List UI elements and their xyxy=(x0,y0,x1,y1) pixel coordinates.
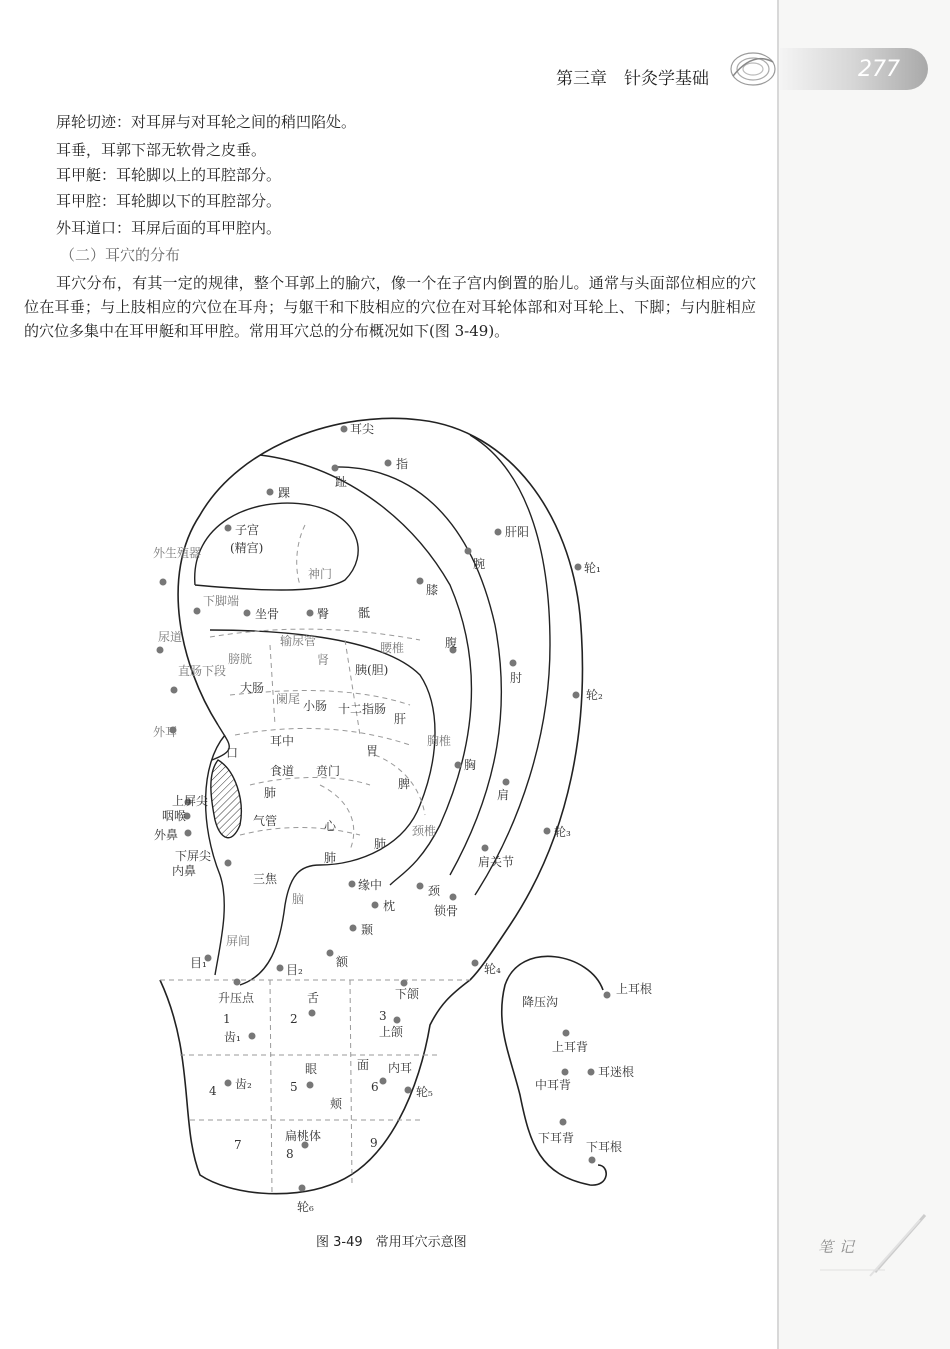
acupoint-dot xyxy=(171,687,178,694)
acupoint-label: 肺 xyxy=(324,851,337,865)
acupoint-label: 输尿管 xyxy=(280,634,317,648)
acupoint-dot xyxy=(589,1157,596,1164)
acupoint-label: 胸椎 xyxy=(427,734,452,748)
acupoint-dot xyxy=(394,1017,401,1024)
acupoint-label: 轮₃ xyxy=(554,825,571,839)
acupoint-dot xyxy=(160,579,167,586)
body-paragraph: 耳穴分布，有其一定的规律，整个耳郭上的腧穴，像一个在子宫内倒置的胎儿。通常与头面部位相应的穴位在耳垂；与上肢相应的穴位在耳舟；与躯干和下肢相应的穴位在对耳轮体部和对耳轮上、下脚；与内脏相应的穴位多集中在耳甲艇和耳甲腔。常用耳穴总的分布概况如下(图 3-49)。 xyxy=(24,274,756,340)
acupoint-label: 大肠 xyxy=(240,681,265,695)
triangular-fossa xyxy=(195,503,358,590)
acupoint-dot xyxy=(417,883,424,890)
acupoint-label: 屏间 xyxy=(226,934,251,948)
acupoint-label: 降压沟 xyxy=(522,995,559,1009)
acupoint-dot xyxy=(482,845,489,852)
acupoint-label: 上颌 xyxy=(379,1025,404,1039)
acupoint-label: 扁桃体 xyxy=(285,1129,322,1143)
acupoint-label: 颞 xyxy=(361,923,374,937)
acupoint-dot xyxy=(299,1185,306,1192)
acupoint-label: 上屏尖 xyxy=(172,794,209,808)
acupoint-label: 趾 xyxy=(335,475,348,489)
acupoint-label: 面 xyxy=(357,1058,370,1072)
acupoint-label: 外生殖器 xyxy=(153,546,202,560)
helix-outline xyxy=(178,418,582,980)
ear-acupoint-figure xyxy=(120,405,680,1235)
acupoint-dot xyxy=(225,525,232,532)
acupoint-dot xyxy=(234,979,241,986)
acupoint-label: 胃 xyxy=(366,744,379,758)
acupoint-label: 上耳背 xyxy=(552,1040,589,1054)
acupoint-label: 下屏尖 xyxy=(175,849,212,863)
acupoint-label: 脾 xyxy=(398,777,411,791)
acupoint-dot xyxy=(267,489,274,496)
acupoint-dot xyxy=(604,992,611,999)
acupoint-dot xyxy=(472,960,479,967)
acupoint-label: 胰(胆) xyxy=(355,663,389,677)
ear-diagram xyxy=(120,405,680,1235)
acupoint-label: 8 xyxy=(286,1147,294,1161)
acupoint-dot xyxy=(350,925,357,932)
acupoint-dot xyxy=(385,460,392,467)
acupoint-dot xyxy=(332,465,339,472)
acupoint-label: 肾 xyxy=(317,653,330,667)
acupoint-label: 舌 xyxy=(307,991,320,1005)
acupoint-dot xyxy=(401,980,408,987)
acupoint-label: 额 xyxy=(336,955,349,969)
acupoint-dot xyxy=(573,692,580,699)
definition-line: 耳甲艇：耳轮脚以上的耳腔部分。 xyxy=(56,166,282,184)
acupoint-label: 上耳根 xyxy=(616,982,653,996)
inner-helix xyxy=(470,435,550,895)
acupoint-dot xyxy=(503,779,510,786)
acupoint-label: 4 xyxy=(209,1084,217,1098)
acupoint-label: 下脚端 xyxy=(203,594,240,608)
acupoint-dot xyxy=(372,902,379,909)
acupoint-label: 肩关节 xyxy=(478,855,515,869)
acupoint-label: 耳尖 xyxy=(350,422,375,436)
acupoint-label: 颈椎 xyxy=(412,824,437,838)
acupoint-label: 耳迷根 xyxy=(598,1065,635,1079)
acupoint-label: 缘中 xyxy=(358,878,383,892)
definition-line: 外耳道口：耳屏后面的耳甲腔内。 xyxy=(56,219,282,237)
acupoint-dot xyxy=(309,1010,316,1017)
definition-line: 耳甲腔：耳轮脚以下的耳腔部分。 xyxy=(56,192,282,210)
acupoint-label: 食道 xyxy=(270,764,295,778)
acupoint-dot xyxy=(563,1030,570,1037)
acupoint-label: 肝 xyxy=(394,712,407,726)
acupoint-dot xyxy=(380,1078,387,1085)
acupoint-label: 耳中 xyxy=(270,734,295,748)
acupoint-label: 肩 xyxy=(497,788,510,802)
acupoint-label: 膝 xyxy=(426,583,439,597)
acupoint-label: 目₁ xyxy=(190,956,207,970)
acupoint-label: 目₂ xyxy=(286,963,303,977)
margin-sidebar xyxy=(777,0,950,1349)
acupoint-label: 轮₂ xyxy=(586,688,603,702)
acupoint-label: 腕 xyxy=(473,557,486,571)
acupoint-label: 9 xyxy=(370,1136,378,1150)
acupoint-label: 下耳根 xyxy=(586,1140,623,1154)
acupoint-dot xyxy=(327,950,334,957)
acupoint-label: 脑 xyxy=(292,892,305,906)
acupoint-label: 直肠下段 xyxy=(178,664,227,678)
acupoint-dot xyxy=(588,1069,595,1076)
acupoint-label: 骶 xyxy=(358,606,371,620)
acupoint-label: 胸 xyxy=(464,758,477,772)
acupoint-dot xyxy=(277,965,284,972)
acupoint-label: 十二指肠 xyxy=(338,702,387,716)
acupoint-label: 肘 xyxy=(510,671,523,685)
notes-label: 笔记 xyxy=(818,1238,861,1256)
acupoint-label: 咽喉 xyxy=(162,809,187,823)
acupoint-label: 腹 xyxy=(445,636,458,650)
acupoint-label: 神门 xyxy=(308,567,333,581)
acupoint-label: 升压点 xyxy=(218,991,255,1005)
section-heading: （二）耳穴的分布 xyxy=(60,246,181,264)
acupoint-label: 轮₅ xyxy=(416,1085,433,1099)
acupoint-label: 轮₄ xyxy=(484,962,501,976)
acupoint-dot xyxy=(307,610,314,617)
acupoint-label: 2 xyxy=(290,1012,298,1026)
acupoint-label: 3 xyxy=(379,1009,387,1023)
acupoint-label: 肺 xyxy=(374,837,387,851)
acupoint-dot xyxy=(465,548,472,555)
definition-line: 屏轮切迹：对耳屏与对耳轮之间的稍凹陷处。 xyxy=(56,113,357,131)
acupoint-label: 锁骨 xyxy=(434,904,459,918)
acupoint-label: 下颌 xyxy=(395,987,420,1001)
chapter-title: 第三章 针灸学基础 xyxy=(556,69,709,89)
acupoint-label: 轮₆ xyxy=(297,1200,314,1214)
acupoint-dot xyxy=(560,1119,567,1126)
acupoint-label: 1 xyxy=(223,1012,231,1026)
acupoint-label: 踝 xyxy=(278,486,291,500)
acupoint-label: 6 xyxy=(371,1080,379,1094)
ear-canal-hatched xyxy=(211,760,241,838)
acupoint-label: 枕 xyxy=(383,899,396,913)
acupoint-label: 下耳背 xyxy=(538,1131,575,1145)
acupoint-label: 内鼻 xyxy=(172,864,197,878)
acupoint-label: 内耳 xyxy=(388,1061,413,1075)
page-number: 277 xyxy=(858,57,900,82)
acupoint-label: 坐骨 xyxy=(255,607,280,621)
acupoint-dot xyxy=(157,647,164,654)
acupoint-label: 中耳背 xyxy=(535,1078,572,1092)
acupoint-label: 眼 xyxy=(305,1062,318,1076)
acupoint-label: 腰椎 xyxy=(380,641,405,655)
acupoint-dot xyxy=(185,830,192,837)
acupoint-dot xyxy=(495,529,502,536)
acupoint-label: 贲门 xyxy=(316,764,341,778)
acupoint-label: 三焦 xyxy=(253,872,278,886)
acupoint-dot xyxy=(405,1087,412,1094)
acupoint-label: 齿₁ xyxy=(224,1030,241,1044)
acupoint-label: 肺 xyxy=(264,786,277,800)
acupoint-label: 外耳 xyxy=(153,725,178,739)
acupoint-dot xyxy=(562,1069,569,1076)
acupoint-dot xyxy=(417,578,424,585)
acupoint-label: 阑尾 xyxy=(276,692,301,706)
acupoint-label: 轮₁ xyxy=(584,561,601,575)
acupoint-label: 外鼻 xyxy=(154,828,179,842)
acupoint-label: 颈 xyxy=(428,884,441,898)
acupoint-label: 肝阳 xyxy=(505,525,530,539)
acupoint-dot xyxy=(307,1082,314,1089)
acupoint-dot xyxy=(450,894,457,901)
acupoint-dot xyxy=(544,828,551,835)
acupoint-label: 口 xyxy=(226,746,239,760)
acupoint-label: 5 xyxy=(290,1080,298,1094)
acupoint-label: 7 xyxy=(234,1138,242,1152)
acupoint-label: 子宫 xyxy=(235,523,260,537)
acupoint-label: 尿道 xyxy=(158,630,183,644)
swirl-logo-icon xyxy=(728,46,778,92)
acupoint-label: 臀 xyxy=(317,607,330,621)
acupoint-dot xyxy=(249,1033,256,1040)
acupoint-label: 齿₂ xyxy=(235,1077,252,1091)
definition-line: 耳垂，耳郭下部无软骨之皮垂。 xyxy=(56,141,267,159)
acupoint-dot xyxy=(510,660,517,667)
page-tab xyxy=(780,48,928,90)
acupoint-label: 指 xyxy=(396,457,409,471)
acupoint-dot xyxy=(244,610,251,617)
acupoint-dot xyxy=(225,860,232,867)
acupoint-dot xyxy=(194,608,201,615)
acupoint-dot xyxy=(225,1080,232,1087)
acupoint-label: 小肠 xyxy=(303,699,328,713)
acupoint-label: 颊 xyxy=(330,1097,343,1111)
acupoint-dot xyxy=(575,564,582,571)
acupoint-dot xyxy=(455,762,462,769)
acupoint-label: 气管 xyxy=(253,814,278,828)
acupoint-label: 膀胱 xyxy=(228,652,253,666)
acupoint-label: 心 xyxy=(324,819,337,833)
figure-caption: 图 3-49 常用耳穴示意图 xyxy=(316,1235,467,1250)
acupoint-dot xyxy=(341,426,348,433)
acupoint-label: (精宫) xyxy=(230,541,264,555)
acupoint-dot xyxy=(349,881,356,888)
